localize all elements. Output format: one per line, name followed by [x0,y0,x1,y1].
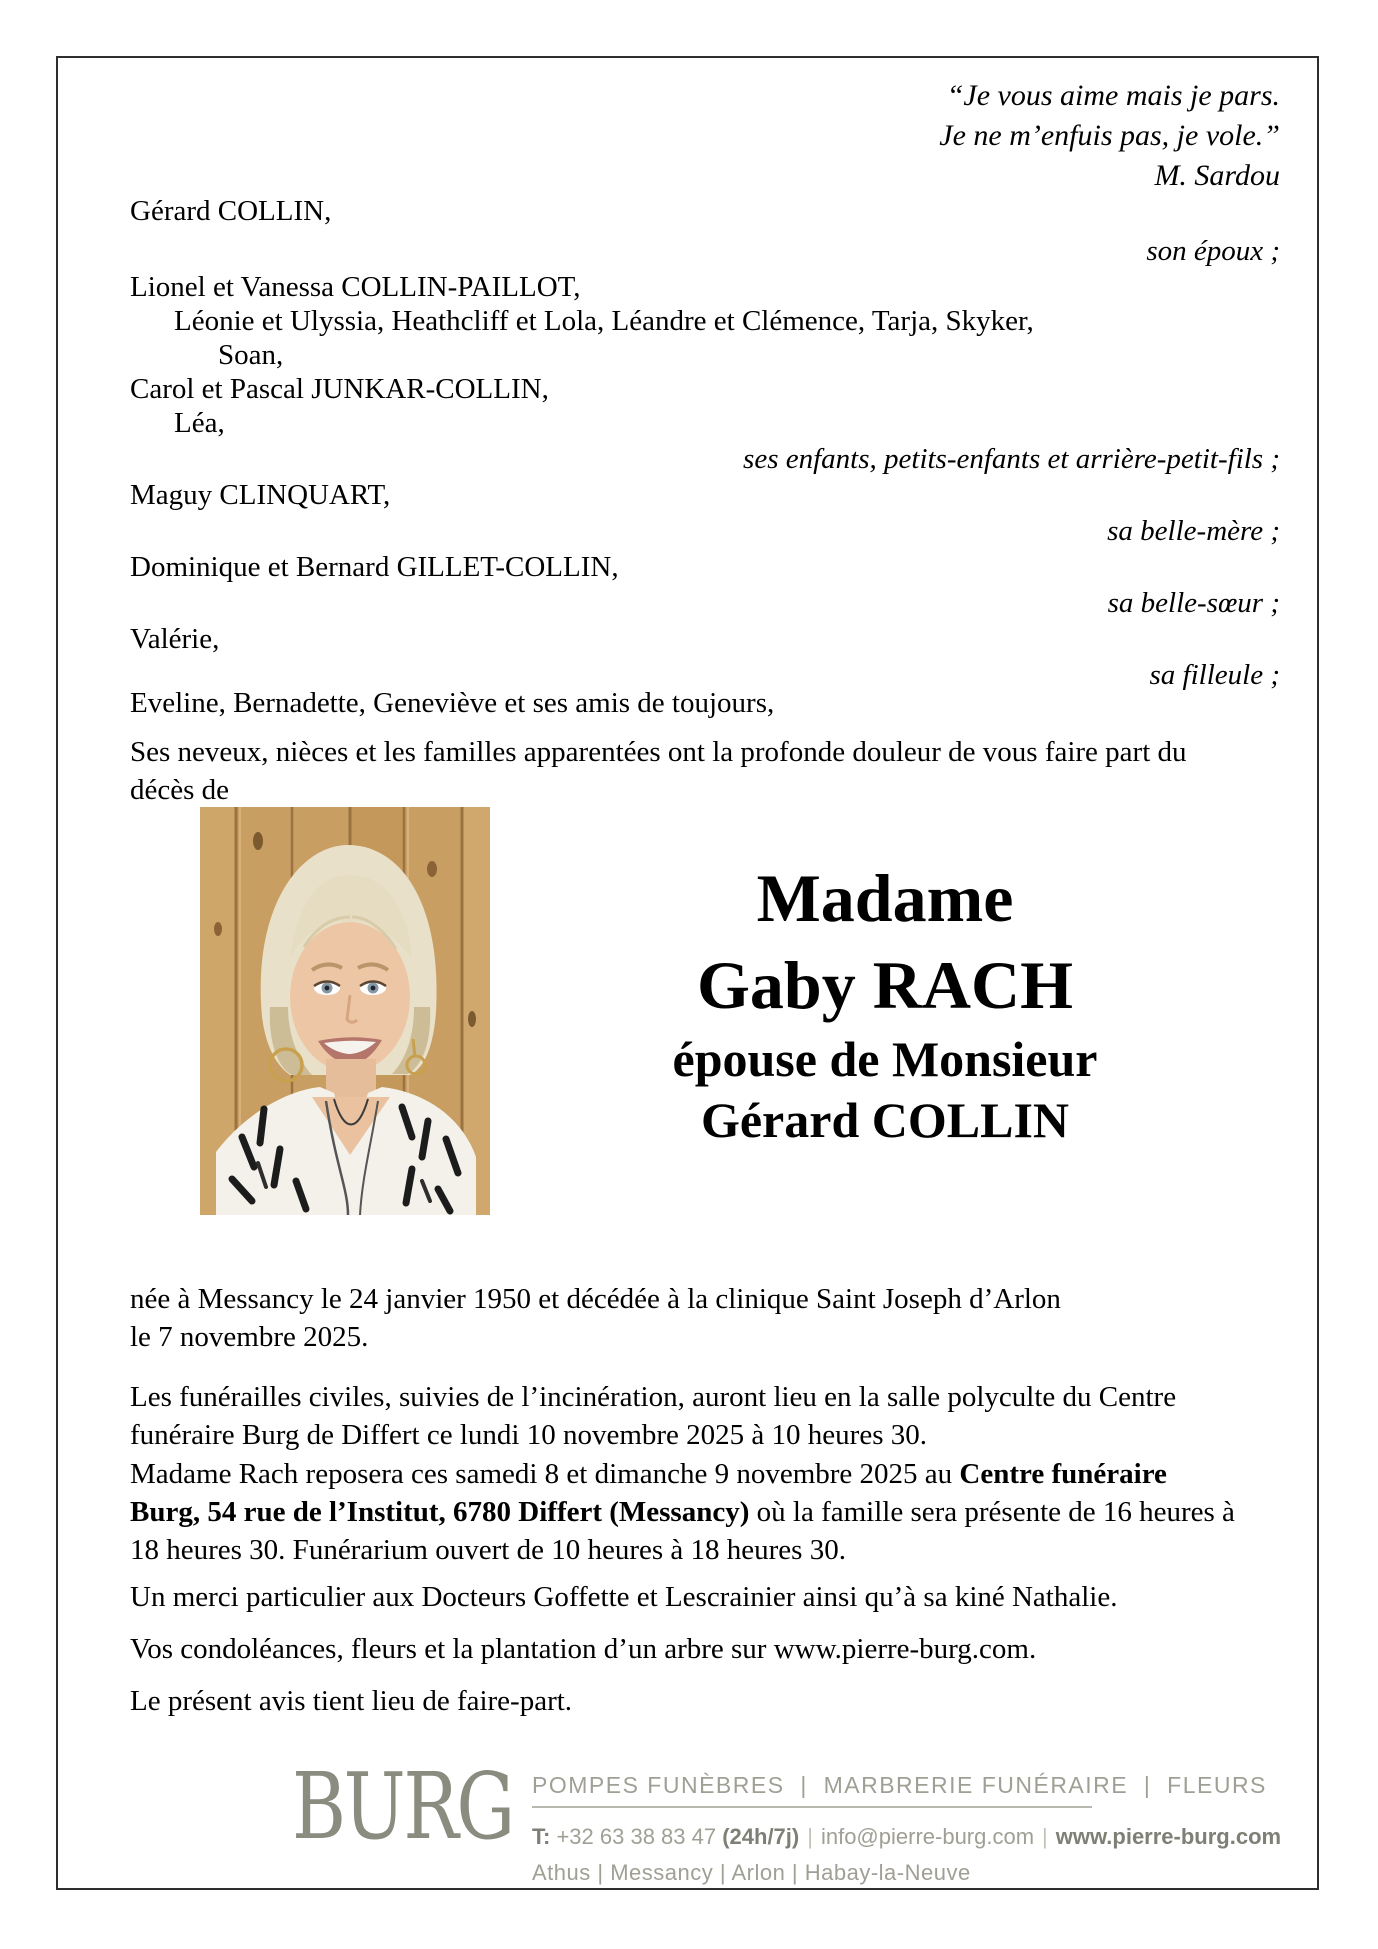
footer-divider [532,1806,1092,1808]
quote-line-2: Je ne m’enfuis pas, je vole.” [939,119,1280,152]
email-address: info@pierre-burg.com [820,1824,1035,1849]
family-line-mother-in-law: Maguy CLINQUART, [130,479,391,511]
portrait-photo [200,807,490,1215]
relation-goddaughter: sa filleule ; [1149,659,1280,691]
deceased-name: Gaby RACH [697,947,1073,1023]
thanks-paragraph: Un merci particulier aux Docteurs Goffette et Lescrainier ainsi qu’à sa kiné Nathalie. [130,1581,1118,1613]
funeral-line-2: funéraire Burg de Differt ce lundi 10 novembre 2025 à 10 heures 30. [130,1419,927,1451]
birth-death-line-1: née à Messancy le 24 janvier 1950 et décédée à la clinique Saint Joseph d’Arlon [130,1283,1061,1315]
quote-author: M. Sardou [1154,159,1280,192]
family-line-goddaughter: Valérie, [130,623,220,655]
family-line-children-2: Léonie et Ulyssia, Heathcliff et Lola, Léandre et Clémence, Tarja, Skyker, [174,305,1034,337]
visitation-line-2-text: où la famille sera présente de 16 heures à [749,1496,1235,1528]
footer-locations: Athus | Messancy | Arlon | Habay-la-Neuve [532,1860,971,1885]
footer-contact-line [532,1824,1281,1850]
deceased-spouse-line-1: épouse de Monsieur [672,1031,1098,1087]
birth-death-line-2: le 7 novembre 2025. [130,1321,369,1353]
family-line-husband: Gérard COLLIN, [130,195,332,227]
deceased-title: Madame [756,860,1014,936]
relation-mother-in-law: sa belle-mère ; [1107,515,1280,547]
family-line-children-4: Carol et Pascal JUNKAR-COLLIN, [130,373,549,405]
visitation-line-1 [130,1455,1295,1493]
funeral-paragraph [130,1378,1295,1454]
phone-number: +32 63 38 83 47 [550,1824,723,1849]
contact-separator-2: | [1042,1824,1048,1849]
footer-services: POMPES FUNÈBRES | MARBRERIE FUNÉRAIRE | FLEURS [532,1772,1267,1798]
family-line-children-1: Lionel et Vanessa COLLIN-PAILLOT, [130,271,581,303]
visitation-line-2 [130,1493,1295,1531]
visitation-line-3: 18 heures 30. Funérarium ouvert de 10 heures à 18 heures 30. [130,1534,846,1566]
family-line-sister-in-law: Dominique et Bernard GILLET-COLLIN, [130,551,619,583]
family-line-children-3: Soan, [218,339,284,371]
phone-label: T: [532,1824,551,1849]
deceased-spouse-line-2: Gérard COLLIN [700,1092,1070,1148]
funeral-line-1: Les funérailles civiles, suivies de l’incinération, auront lieu en la salle polyculte du Centre [130,1381,1177,1413]
announcement-line-1: Ses neveux, nièces et les familles apparentées ont la profonde douleur de vous faire part du [130,736,1187,768]
family-line-children-5: Léa, [174,407,225,439]
notice-paragraph: Le présent avis tient lieu de faire-part. [130,1685,573,1717]
website-url: www.pierre-burg.com [1055,1824,1282,1849]
deceased-heading [470,855,1300,1151]
condolences-paragraph: Vos condoléances, fleurs et la plantation d’un arbre sur www.pierre-burg.com. [130,1633,1037,1665]
visitation-paragraph [130,1455,1295,1569]
burg-logo: BURG [292,1753,513,1860]
quote-line-1: “Je vous aime mais je pars. [946,79,1280,112]
family-line-friends: Eveline, Bernadette, Geneviève et ses amis de toujours, [130,687,775,719]
visitation-line-2-bold: Burg, 54 rue de l’Institut, 6780 Differt (Messancy) [130,1496,750,1528]
announcement-paragraph [130,733,1295,809]
relation-husband: son époux ; [1146,235,1280,267]
announcement-line-2: décès de [130,774,230,806]
portrait-photo-illustration [200,807,490,1215]
birth-death-paragraph [130,1280,1295,1356]
relation-sister-in-law: sa belle-sœur ; [1107,587,1280,619]
contact-separator-1: | [807,1824,813,1849]
phone-hours: (24h/7j) [722,1824,800,1849]
quote-block [939,76,1280,196]
visitation-line-1-text: Madame Rach reposera ces samedi 8 et dimanche 9 novembre 2025 au [130,1458,960,1490]
relation-children: ses enfants, petits-enfants et arrière-petit-fils ; [743,443,1280,475]
visitation-line-1-bold: Centre funéraire [959,1458,1167,1490]
